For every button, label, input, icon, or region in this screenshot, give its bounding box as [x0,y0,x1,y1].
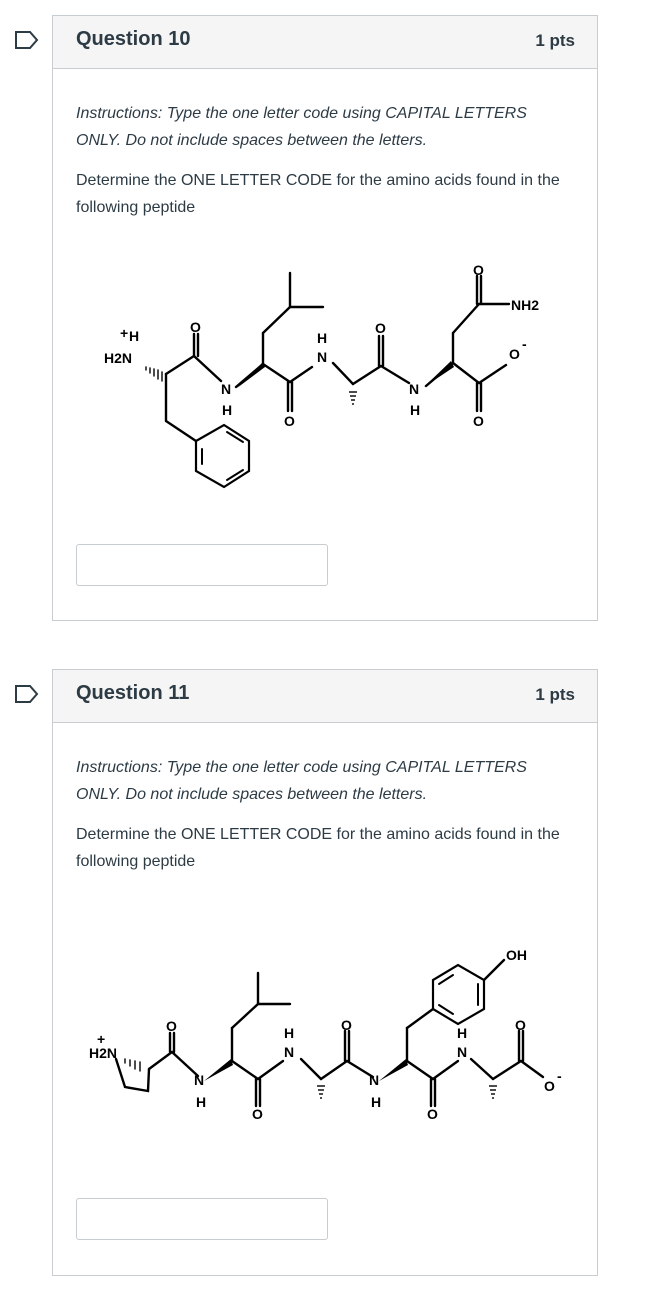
atom-label: O [473,413,484,429]
atom-label: H [371,1094,382,1110]
atom-label: N [409,381,420,397]
atom-label: N [369,1072,380,1088]
answer-input[interactable] [76,1198,328,1240]
atom-label: H [196,1094,207,1110]
question-title: Question 10 [76,28,191,50]
atom-label: O [166,1018,177,1034]
question-instructions: Instructions: Type the one letter code using CAPITAL LETTERS ONLY. Do not include spaces between the letters. [76,759,527,803]
charge-label: + [120,325,129,341]
atom-label: N [457,1044,468,1060]
question-header [53,16,597,69]
atom-label: H [410,402,421,418]
question-points: 1 pts [535,685,575,704]
atom-label: O [375,320,386,336]
atom-label: O [515,1017,526,1033]
bookmark-flag-icon[interactable] [14,684,40,704]
atom-label: H2N [104,350,133,366]
question-header [53,670,597,723]
atom-label: N [317,349,328,365]
atom-label: O [252,1106,263,1122]
atom-label: O [284,413,295,429]
atom-label: N [221,381,232,397]
question-10-card [52,15,598,621]
peptide-structure-image [53,930,599,1122]
answer-input[interactable] [76,544,328,586]
atom-label: H [457,1025,468,1041]
question-title: Question 11 [76,682,190,704]
bookmark-flag-icon[interactable] [14,30,40,50]
question-prompt: Determine the ONE LETTER CODE for the amino acids found in the following peptide [76,172,560,216]
atom-label: O [509,346,520,362]
charge-label: + [97,1031,106,1047]
atom-label: H [284,1025,295,1041]
atom-label: N [284,1044,295,1060]
charge-label: - [557,1068,562,1084]
atom-label: O [473,262,484,278]
atom-label: O [544,1078,555,1094]
atom-label: NH2 [511,297,540,313]
hashed-bond [146,367,162,381]
question-11-card [52,669,598,1276]
atom-label: O [341,1017,352,1033]
atom-label: H [222,402,233,418]
atom-label: O [190,319,201,335]
atom-label: OH [506,947,527,963]
peptide-structure-image [53,261,599,501]
atom-label: H [129,328,140,344]
atom-label: H [317,330,328,346]
question-points: 1 pts [535,31,575,50]
atom-label: N [194,1072,205,1088]
atom-label: H2N [89,1045,118,1061]
question-prompt: Determine the ONE LETTER CODE for the amino acids found in the following peptide [76,826,560,870]
question-instructions: Instructions: Type the one letter code using CAPITAL LETTERS ONLY. Do not include spaces between the letters. [76,105,527,149]
atom-label: O [427,1106,438,1122]
charge-label: - [522,336,527,352]
